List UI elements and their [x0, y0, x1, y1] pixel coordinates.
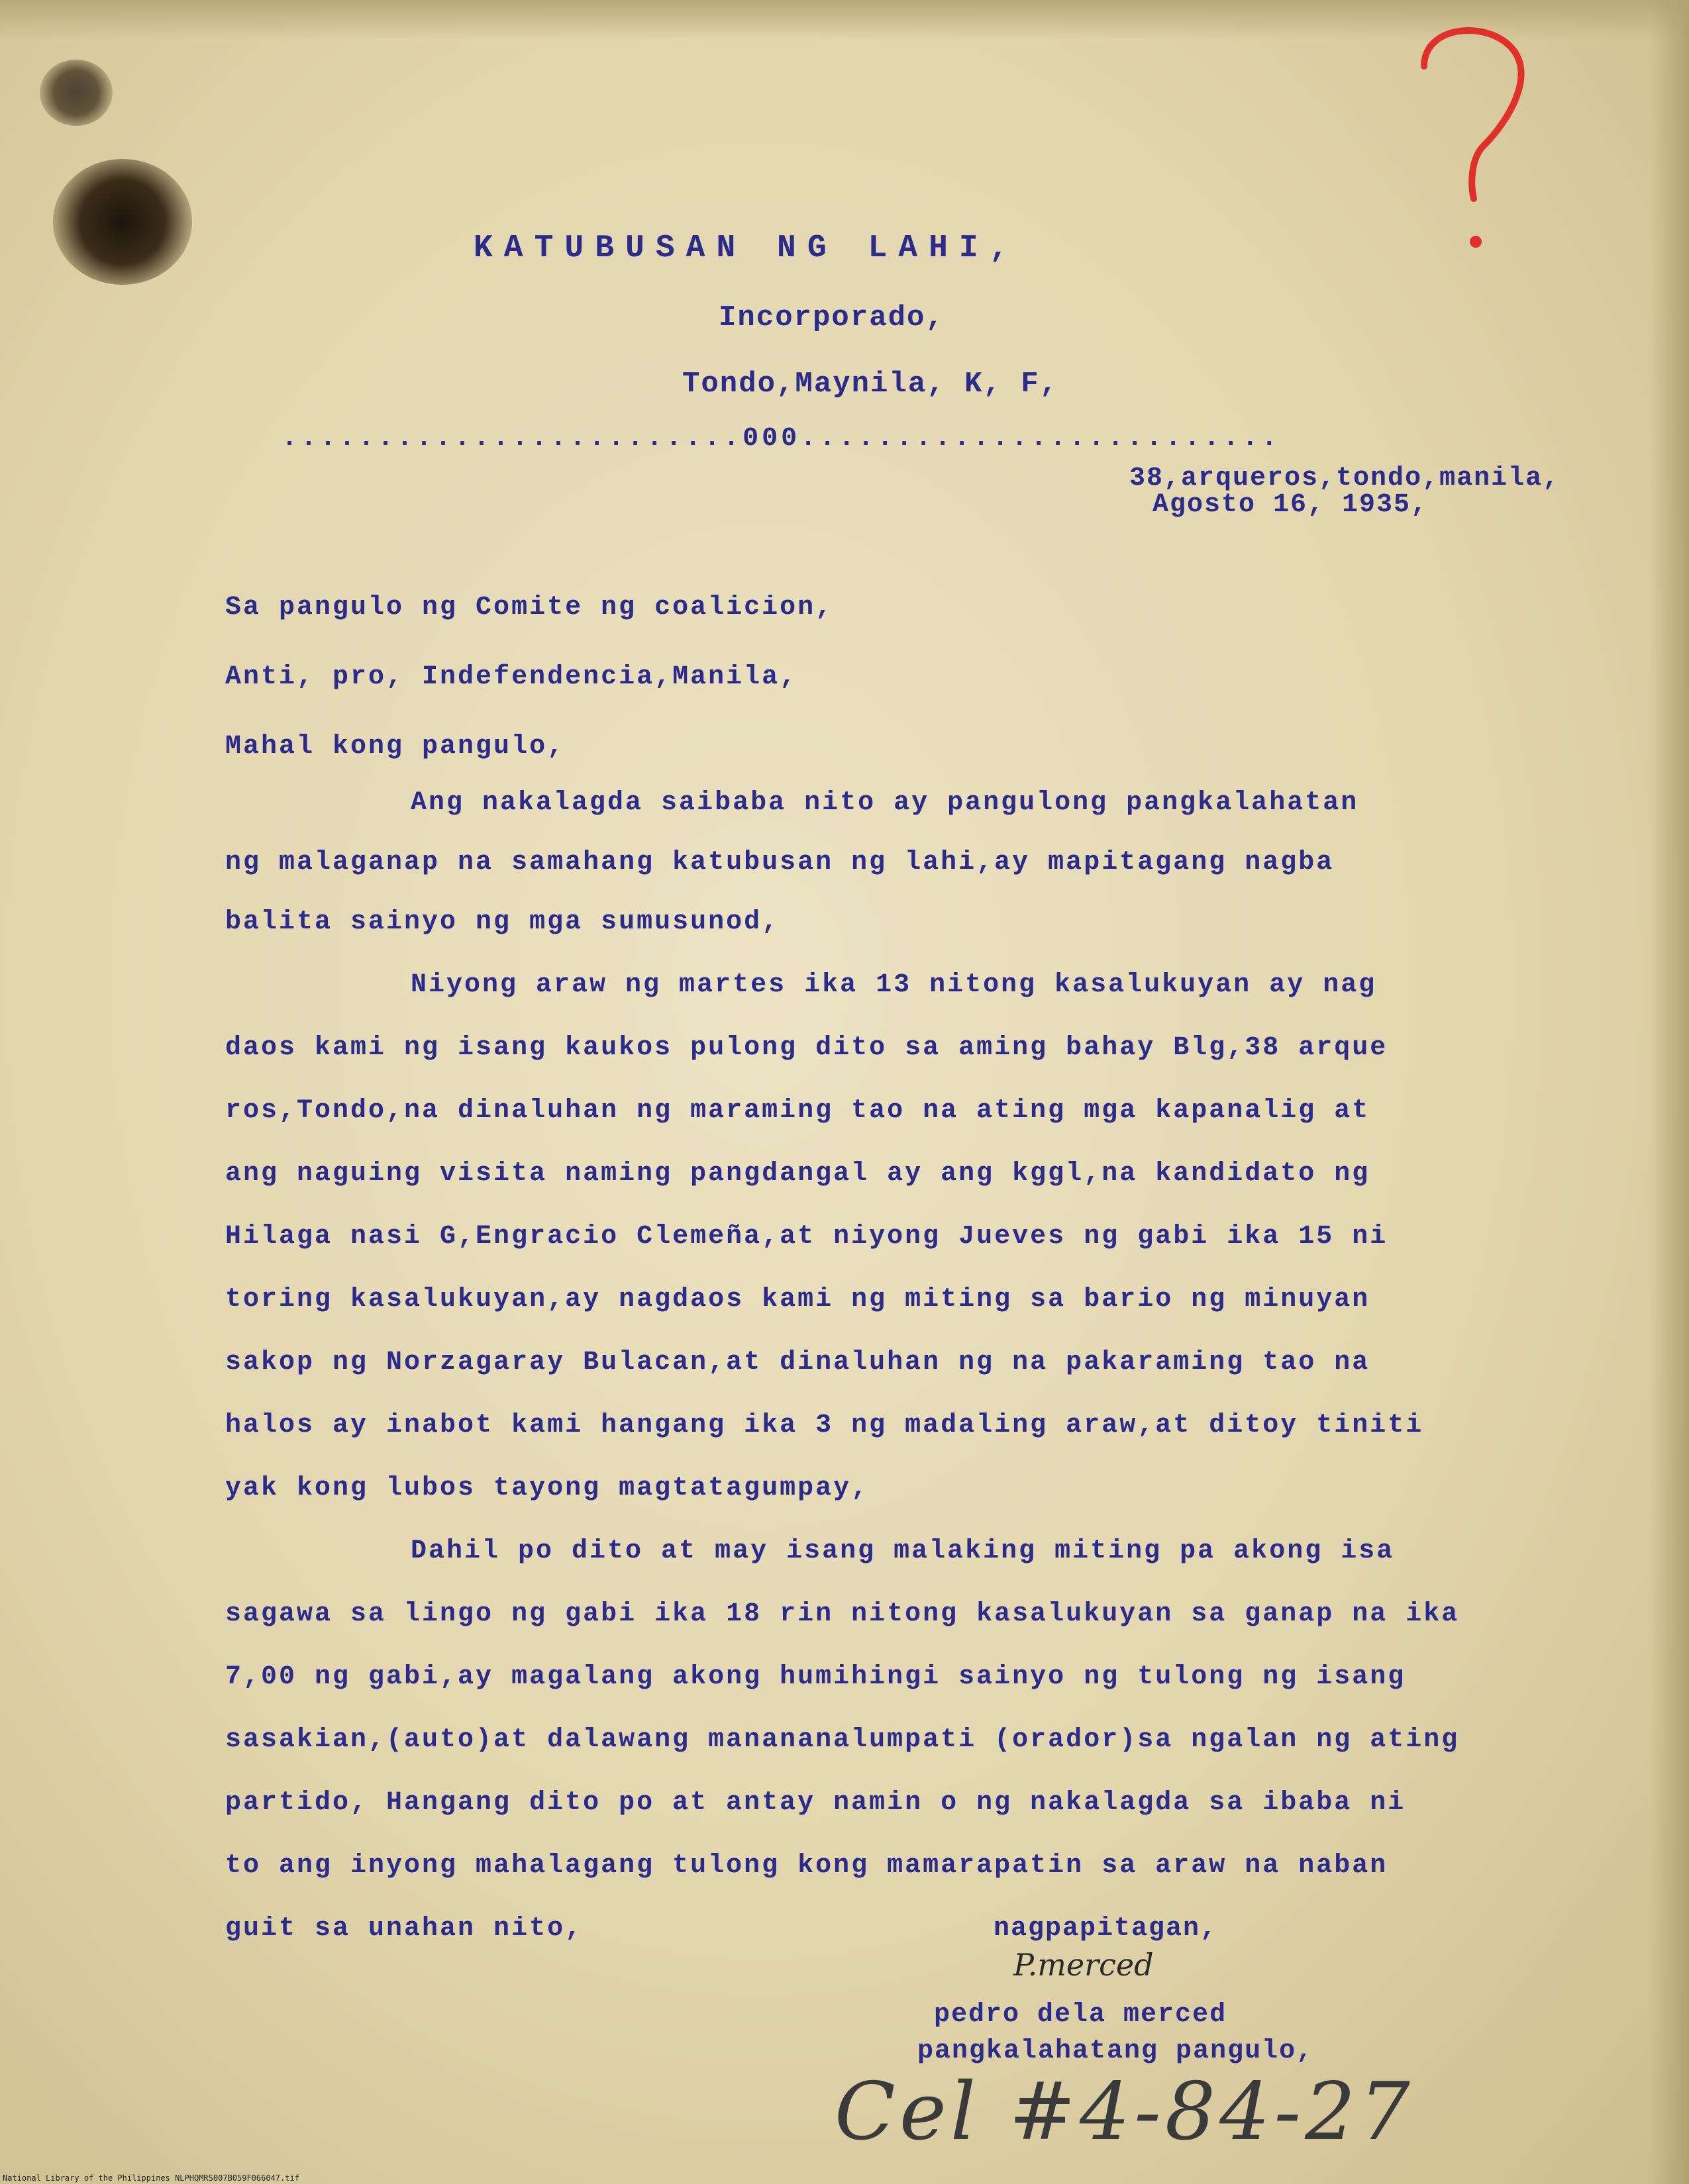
- body-line: toring kasalukuyan,ay nagdaos kami ng miting sa bario ng minuyan: [225, 1285, 1370, 1315]
- sender-address: 38,arqueros,tondo,manila,: [1129, 464, 1561, 493]
- body-line: halos ay inabot kami hangang ika 3 ng madaling araw,at ditoy tiniti: [225, 1411, 1424, 1440]
- addressee-line-2: Anti, pro, Indefendencia,Manila,: [225, 662, 798, 692]
- scan-footer: National Library of the Philippines NLPHQMRS007B059F066047.tif: [3, 2173, 299, 2183]
- body-line: Dahil po dito at may isang malaking miting pa akong isa: [411, 1536, 1395, 1566]
- body-line: Ang nakalagda saibaba nito ay pangulong pangkalahatan: [411, 788, 1359, 818]
- body-line: yak kong lubos tayong magtatagumpay,: [225, 1473, 870, 1503]
- addressee-line-1: Sa pangulo ng Comite ng coalicion,: [225, 593, 834, 622]
- paper-edge-right: [1649, 0, 1689, 2184]
- body-line: ros,Tondo,na dinaluhan ng maraming tao na ating mga kapanalig at: [225, 1096, 1370, 1126]
- body-line: sagawa sa lingo ng gabi ika 18 rin nitong kasalukuyan sa ganap na ika: [225, 1599, 1460, 1629]
- body-line: partido, Hangang dito po at antay namin o ng nakalagda sa ibaba ni: [225, 1788, 1406, 1818]
- incorporated-line: Incorporado,: [719, 301, 945, 334]
- ink-stain-large: [53, 159, 192, 285]
- body-line: daos kami ng isang kaukos pulong dito sa aming bahay Blg,38 arque: [225, 1033, 1388, 1063]
- body-line: Niyong araw ng martes ika 13 nitong kasalukuyan ay nag: [411, 970, 1377, 1000]
- letter-date: Agosto 16, 1935,: [1152, 490, 1429, 520]
- valediction: nagpapitagan,: [994, 1914, 1218, 1944]
- body-line: sasakian,(auto)at dalawang manananalumpati (orador)sa ngalan ng ating: [225, 1725, 1460, 1755]
- salutation: Mahal kong pangulo,: [225, 732, 566, 762]
- body-line: guit sa unahan nito,: [225, 1914, 584, 1944]
- signer-title: pangkalahatang pangulo,: [917, 2036, 1314, 2066]
- body-line: Hilaga nasi G,Engracio Clemeña,at niyong Jueves ng gabi ika 15 ni: [225, 1222, 1388, 1252]
- letterhead-divider: ........................000.........................: [282, 424, 1281, 454]
- signer-name: pedro dela merced: [934, 2000, 1227, 2030]
- body-line: ang naguing visita naming pangdangal ay ang kggl,na kandidato ng: [225, 1159, 1370, 1189]
- location-line: Tondo,Maynila, K, F,: [682, 368, 1059, 401]
- red-question-mark-icon: [1411, 20, 1543, 258]
- organization-name: KATUBUSAN NG LAHI,: [474, 230, 1020, 266]
- ink-stain-small: [40, 60, 113, 126]
- body-line: balita sainyo ng mga sumusunod,: [225, 907, 780, 937]
- body-line: sakop ng Norzagaray Bulacan,at dinaluhan ng na pakaraming tao na: [225, 1348, 1370, 1377]
- body-line: ng malaganap na samahang katubusan ng lahi,ay mapitagang nagba: [225, 848, 1335, 877]
- handwritten-catalog-number: Cel #4-84-27: [835, 2066, 1414, 2158]
- body-line: 7,00 ng gabi,ay magalang akong humihingi sainyo ng tulong ng isang: [225, 1662, 1406, 1692]
- handwritten-signature: P.merced: [1013, 1947, 1154, 1983]
- body-line: to ang inyong mahalagang tulong kong mamarapatin sa araw na naban: [225, 1851, 1388, 1881]
